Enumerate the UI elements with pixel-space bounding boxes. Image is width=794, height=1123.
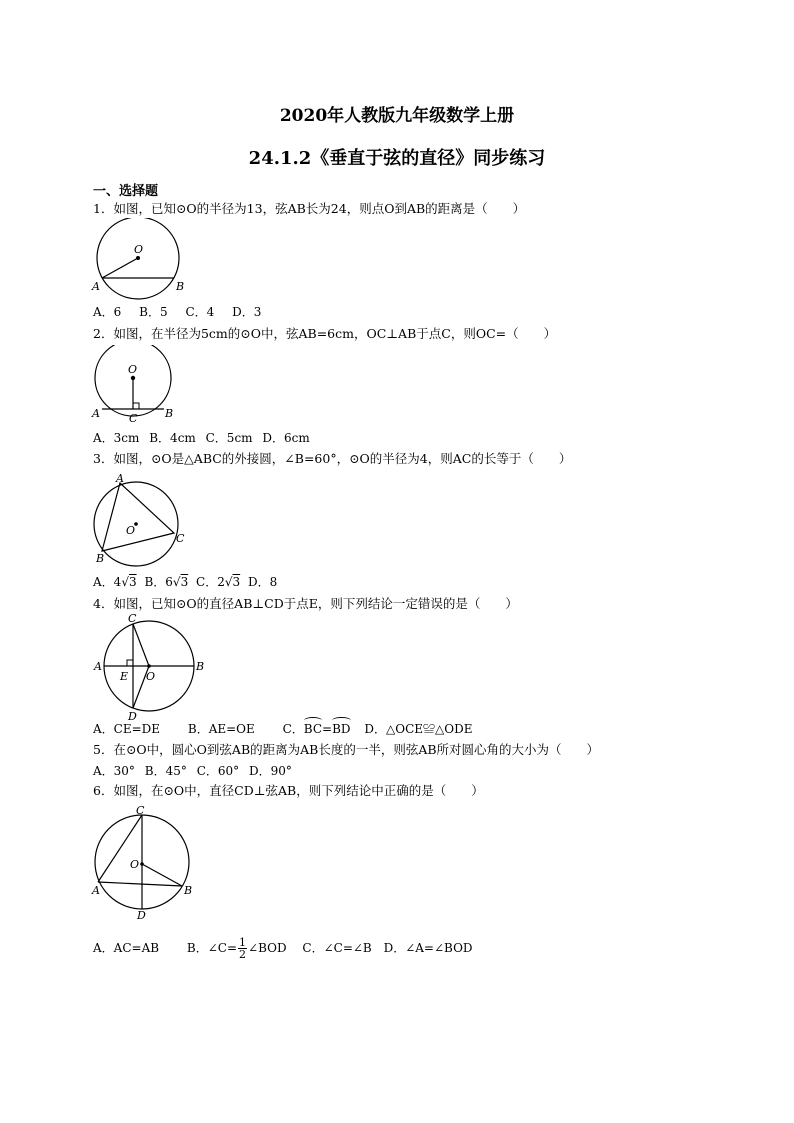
label-a: A <box>92 280 100 293</box>
center-point <box>140 862 144 866</box>
chord-ab <box>98 882 182 886</box>
fraction: $\frac{1}{2}$ <box>239 936 247 961</box>
question-3-text: 3．如图，⊙O是△ABC的外接圆，∠B=60°，⊙O的半径为4，则AC的长等于（ ） <box>93 451 572 466</box>
question-3-options <box>93 573 291 591</box>
segment-oc <box>133 624 149 666</box>
option-d: D．3 <box>232 305 262 319</box>
right-angle-mark <box>133 403 139 409</box>
option-d: D．△OCE≌△ODE <box>364 722 473 736</box>
option-a: A．3cm <box>93 431 140 445</box>
option-a: A．6 <box>93 305 122 319</box>
option-c: C．60° <box>196 764 240 778</box>
label-b: B <box>196 660 205 673</box>
label-d: D <box>137 909 146 920</box>
option-c: C．5cm <box>205 431 253 445</box>
label-o: O <box>130 858 140 871</box>
label-a: A <box>116 472 124 485</box>
option-c: C．∠C=∠B <box>302 941 372 955</box>
question-4-options <box>93 720 486 738</box>
question-1-text: 1．如图，已知⊙O的半径为13，弦AB长为24，则点O到AB的距离是（ ） <box>93 201 526 216</box>
question-6-options <box>93 937 487 960</box>
option-d: D．∠A=∠BOD <box>383 941 473 955</box>
option-c: C．BC=BD <box>282 722 351 736</box>
label-a: A <box>92 884 100 897</box>
question-4-figure <box>90 612 210 722</box>
option-b: B．5 <box>139 305 168 319</box>
question-2-text: 2．如图，在半径为5cm的⊙O中，弦AB=6cm，OC⊥AB于点C，则OC=（ ） <box>93 326 557 341</box>
option-a: A．4√3 <box>93 575 137 589</box>
question-2-options <box>93 429 324 447</box>
question-4-text: 4．如图，已知⊙O的直径AB⊥CD于点E，则下列结论一定错误的是（ ） <box>93 596 518 611</box>
label-d: D <box>128 710 137 722</box>
option-d: D．6cm <box>262 431 310 445</box>
label-c: C <box>176 532 185 545</box>
question-3-figure <box>90 472 190 568</box>
document-subtitle: 24.1.2《垂直于弦的直径》同步练习 <box>248 148 546 169</box>
label-e: E <box>120 670 129 683</box>
document-title: 2020年人教版九年级数学上册 <box>279 106 515 126</box>
question-6-text: 6．如图，在⊙O中，直径CD⊥弦AB，则下列结论中正确的是（ ） <box>93 783 484 798</box>
option-a: A．AC=AB <box>93 941 160 955</box>
option-d: D．8 <box>247 575 278 589</box>
option-d: D．90° <box>248 764 292 778</box>
label-b: B <box>96 552 105 565</box>
option-a: A．CE=DE <box>93 722 161 736</box>
right-angle-mark <box>127 660 133 666</box>
segment-ac <box>98 815 142 882</box>
center-point <box>131 376 135 380</box>
center-point <box>136 256 140 260</box>
option-b: B．6√3 <box>144 575 189 589</box>
center-point <box>147 664 151 668</box>
option-b: B．∠C= $\frac{1}{2}$ ∠BOD <box>186 936 287 961</box>
label-c: C <box>129 412 138 425</box>
section-heading: 一、选择题 <box>93 184 159 199</box>
question-5-options <box>93 762 306 780</box>
label-a: A <box>92 407 100 420</box>
label-o: O <box>146 670 156 683</box>
label-b: B <box>184 884 193 897</box>
question-2-figure <box>90 345 190 425</box>
label-o: O <box>134 243 144 256</box>
option-c: C．2√3 <box>196 575 241 589</box>
triangle-abc <box>102 483 174 551</box>
label-c: C <box>136 804 145 817</box>
label-o: O <box>128 363 138 376</box>
radius-oa <box>102 258 138 278</box>
label-o: O <box>126 524 136 537</box>
question-5-text: 5．在⊙O中，圆心O到弦AB的距离为AB长度的一半，则弦AB所对圆心角的大小为（ ） <box>93 742 600 757</box>
label-a: A <box>94 660 102 673</box>
segment-ob <box>142 864 182 886</box>
question-1-options <box>93 303 275 321</box>
option-b: B．4cm <box>149 431 196 445</box>
option-a: A．30° <box>93 764 135 778</box>
label-c: C <box>128 612 137 625</box>
question-6-figure <box>90 804 200 920</box>
label-b: B <box>176 280 185 293</box>
label-b: B <box>165 407 174 420</box>
question-1-figure <box>90 218 190 302</box>
option-b: B．AE=OE <box>187 722 255 736</box>
option-c: C．4 <box>185 305 215 319</box>
option-b: B．45° <box>144 764 187 778</box>
